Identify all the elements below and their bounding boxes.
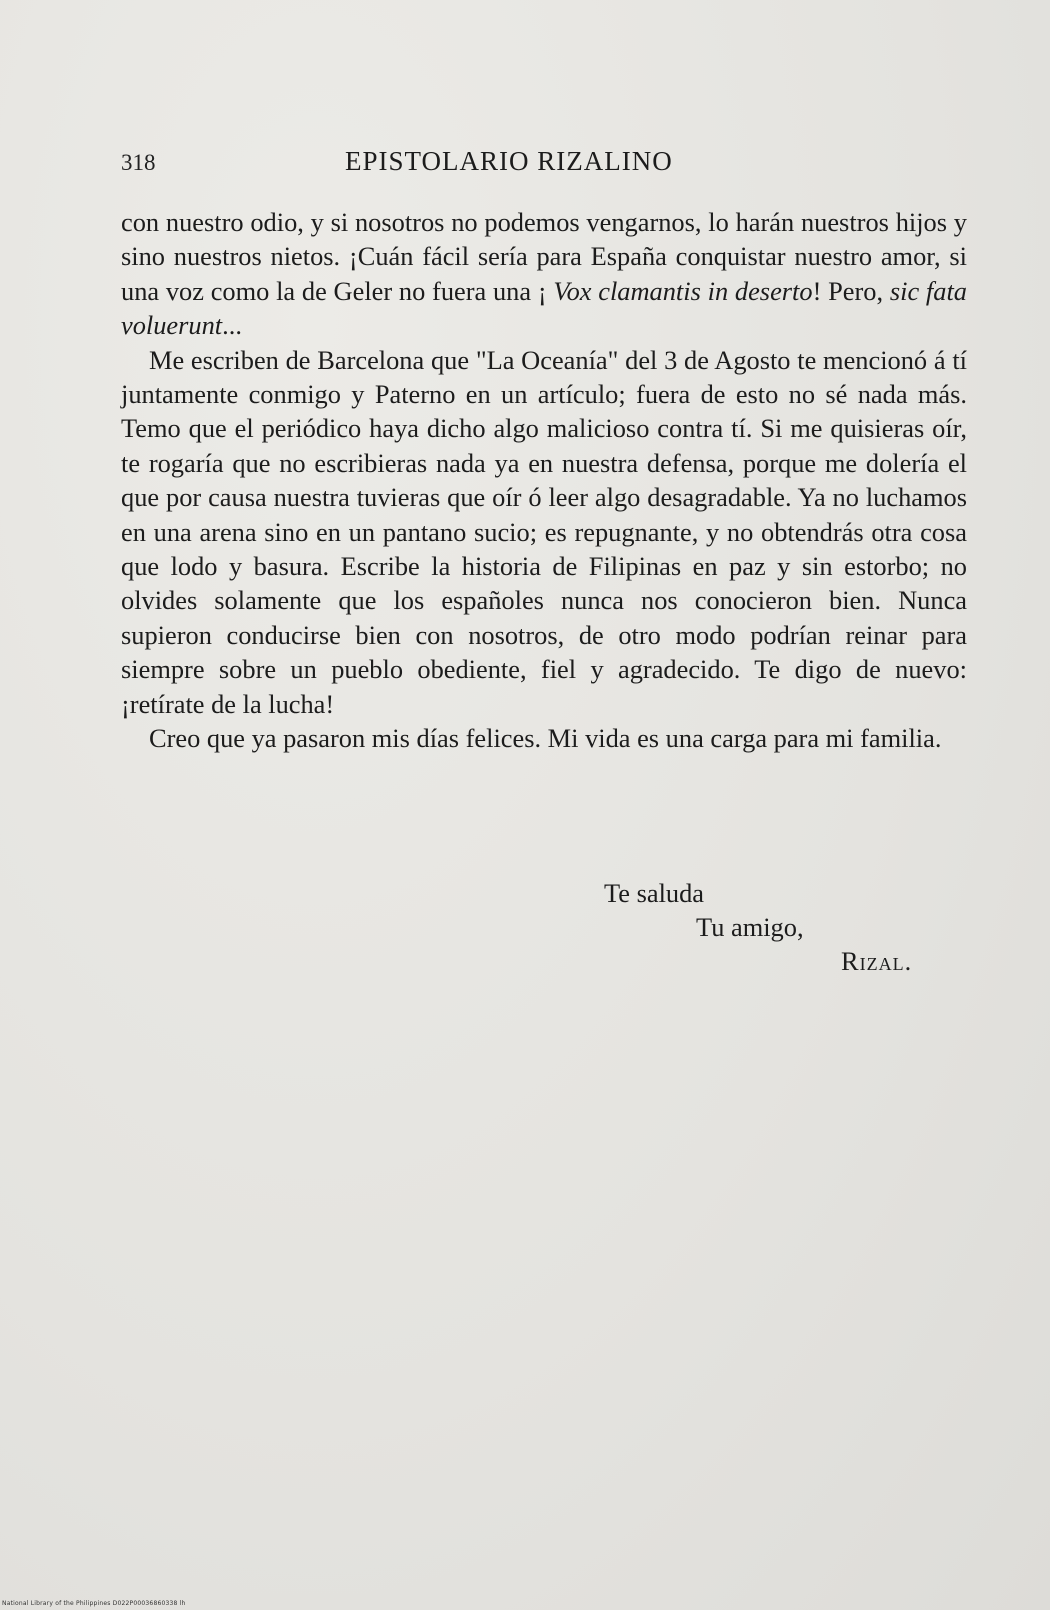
- closing-greeting: Te saluda: [604, 878, 705, 908]
- closing-friend: Tu amigo,: [696, 912, 804, 942]
- signature: Rizal.: [841, 946, 913, 976]
- footer-meta: National Library of the Philippines D022P00036860338 lh: [2, 1600, 186, 1607]
- paragraph-2: Me escriben de Barcelona que "La Oceanía" del 3 de Agosto te mencionó á tí juntamente conmigo y Paterno en un artículo; fuera de esto no sé nada más. Temo que el periódico haya dicho algo malicioso contra tí. Si me quisieras oír, te rogaría que no escribieras nada ya en nuestra defensa, porque me dolería el que por causa nuestra tuvieras que oír ó leer algo desagradable. Ya no luchamos en una arena sino en un pantano sucio; es repugnante, y no obtendrás otra cosa que lodo y basura. Escribe la historia de Filipinas en paz y sin estorbo; no olvides solamente que los españoles nunca nos conocieron bien. Nunca supieron conducirse bien con nosotros, de otro modo podrían reinar para siempre sobre un pueblo obediente, fiel y agradecido. Te digo de nuevo: ¡retírate de la lucha!: [121, 344, 967, 719]
- ellipsis: ...: [222, 310, 242, 341]
- paragraph-1-text: con nuestro odio, y si nosotros no podemos vengarnos, lo harán nuestros hijos y sino nuestros nietos. ¡Cuán fácil sería para España conquistar nuestro amor, si una voz como la de Geler no fuera una ¡: [121, 207, 967, 306]
- running-title: EPISTOLARIO RIZALINO: [345, 146, 673, 176]
- latin-phrase-vox: Vox clamantis in deserto: [553, 275, 813, 306]
- paragraph-1-pero: ! Pero,: [812, 275, 884, 306]
- page-number: 318: [121, 150, 156, 175]
- paragraph-3: Creo que ya pasaron mis días felices. Mi vida es una carga para mi familia.: [149, 723, 942, 754]
- latin-phrase-sic: sic fata voluerunt: [121, 275, 967, 341]
